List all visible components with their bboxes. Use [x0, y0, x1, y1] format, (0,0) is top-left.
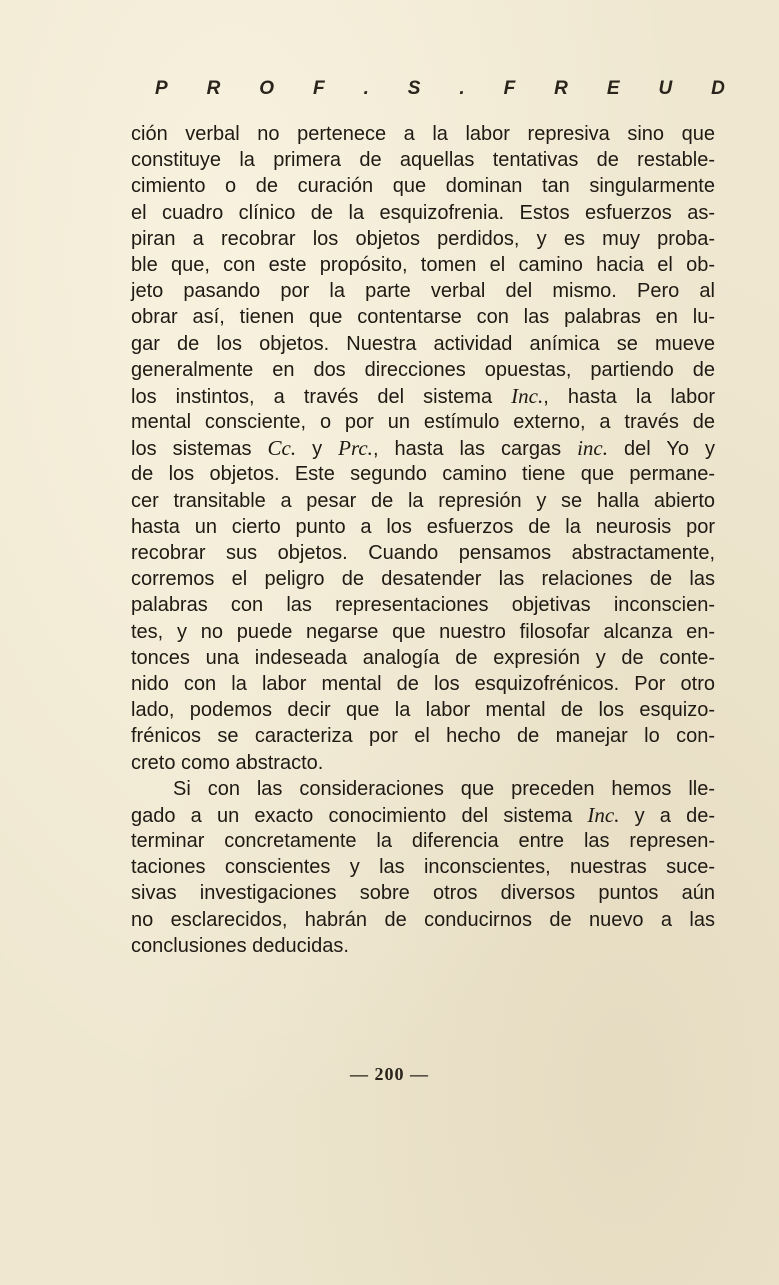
running-head-letter: R [206, 78, 221, 99]
text-line: mental consciente, o por un estímulo externo, a través de [131, 411, 715, 434]
running-head-letter: D [711, 78, 725, 99]
text-line: palabras con las representaciones objetivas inconscien- [131, 594, 715, 617]
running-head-letter: P [155, 78, 168, 99]
running-head-letter: . [459, 78, 465, 99]
text-line: piran a recobrar los objetos perdidos, y es muy proba- [131, 227, 715, 250]
text-line: tes, y no puede negarse que nuestro filosofar alcanza en- [131, 620, 715, 643]
running-head [155, 74, 725, 104]
text-line: frénicos se caracteriza por el hecho de manejar lo con- [131, 725, 715, 748]
text-line: generalmente en dos direcciones opuestas, partiendo de [131, 358, 715, 381]
text-line: jeto pasando por la parte verbal del mismo. Pero al [131, 280, 715, 303]
text-line: ble que, con este propósito, tomen el camino hacia el ob- [131, 253, 715, 276]
text-line: ción verbal no pertenece a la labor represiva sino que [131, 123, 715, 145]
text-line: no esclarecidos, habrán de conducirnos de nuevo a las [131, 908, 715, 931]
running-head-letter: U [658, 78, 673, 99]
text-line: los instintos, a través del sistema Inc., hasta la labor [131, 383, 715, 408]
text-line: de los objetos. Este segundo camino tiene que permane- [131, 463, 715, 486]
body-text [131, 121, 715, 959]
text-line: Si con las consideraciones que preceden hemos lle- [173, 777, 715, 800]
running-head-letter: S [407, 78, 421, 99]
text-line: gado a un exacto conocimiento del sistema Inc. y a de- [131, 802, 715, 827]
text-line: gar de los objetos. Nuestra actividad anímica se mueve [131, 332, 715, 355]
text-line: los sistemas Cc. y Prc., hasta las cargas inc. del Yo y [131, 436, 716, 461]
running-head-letter: O [259, 78, 275, 99]
running-head-letter: . [363, 78, 369, 99]
text-line: recobrar sus objetos. Cuando pensamos abstractamente, [131, 542, 715, 564]
text-line: conclusiones deducidas. [131, 934, 349, 957]
text-line: taciones conscientes y las inconscientes, nuestras suce- [131, 856, 715, 879]
running-head-letter: E [606, 78, 620, 99]
text-line: nido con la labor mental de los esquizofrénicos. Por otro [131, 672, 715, 695]
text-line: corremos el peligro de desatender las relaciones de las [131, 568, 715, 591]
running-head-letter: F [313, 78, 325, 99]
running-head-letter: R [554, 78, 568, 99]
text-line: el cuadro clínico de la esquizofrenia. Estos esfuerzos as- [131, 201, 715, 224]
text-line: tonces una indeseada analogía de expresión y de conte- [131, 646, 715, 669]
text-line: terminar concretamente la diferencia entre las represen- [131, 830, 715, 853]
page-number: — 200 — [350, 1064, 429, 1084]
text-line: sivas investigaciones sobre otros diversos puntos aún [131, 882, 715, 905]
running-head-letter: F [503, 78, 516, 99]
text-line: constituye la primera de aquellas tentativas de restable- [131, 149, 715, 172]
text-line: lado, podemos decir que la labor mental de los esquizo- [131, 699, 715, 722]
text-line: creto como abstracto. [131, 751, 324, 774]
text-line: cimiento o de curación que dominan tan singularmente [131, 175, 715, 198]
text-line: obrar así, tienen que contentarse con las palabras en lu- [131, 306, 715, 329]
text-line: hasta un cierto punto a los esfuerzos de la neurosis por [131, 515, 715, 538]
text-line: cer transitable a pesar de la represión y se halla abierto [131, 489, 715, 512]
